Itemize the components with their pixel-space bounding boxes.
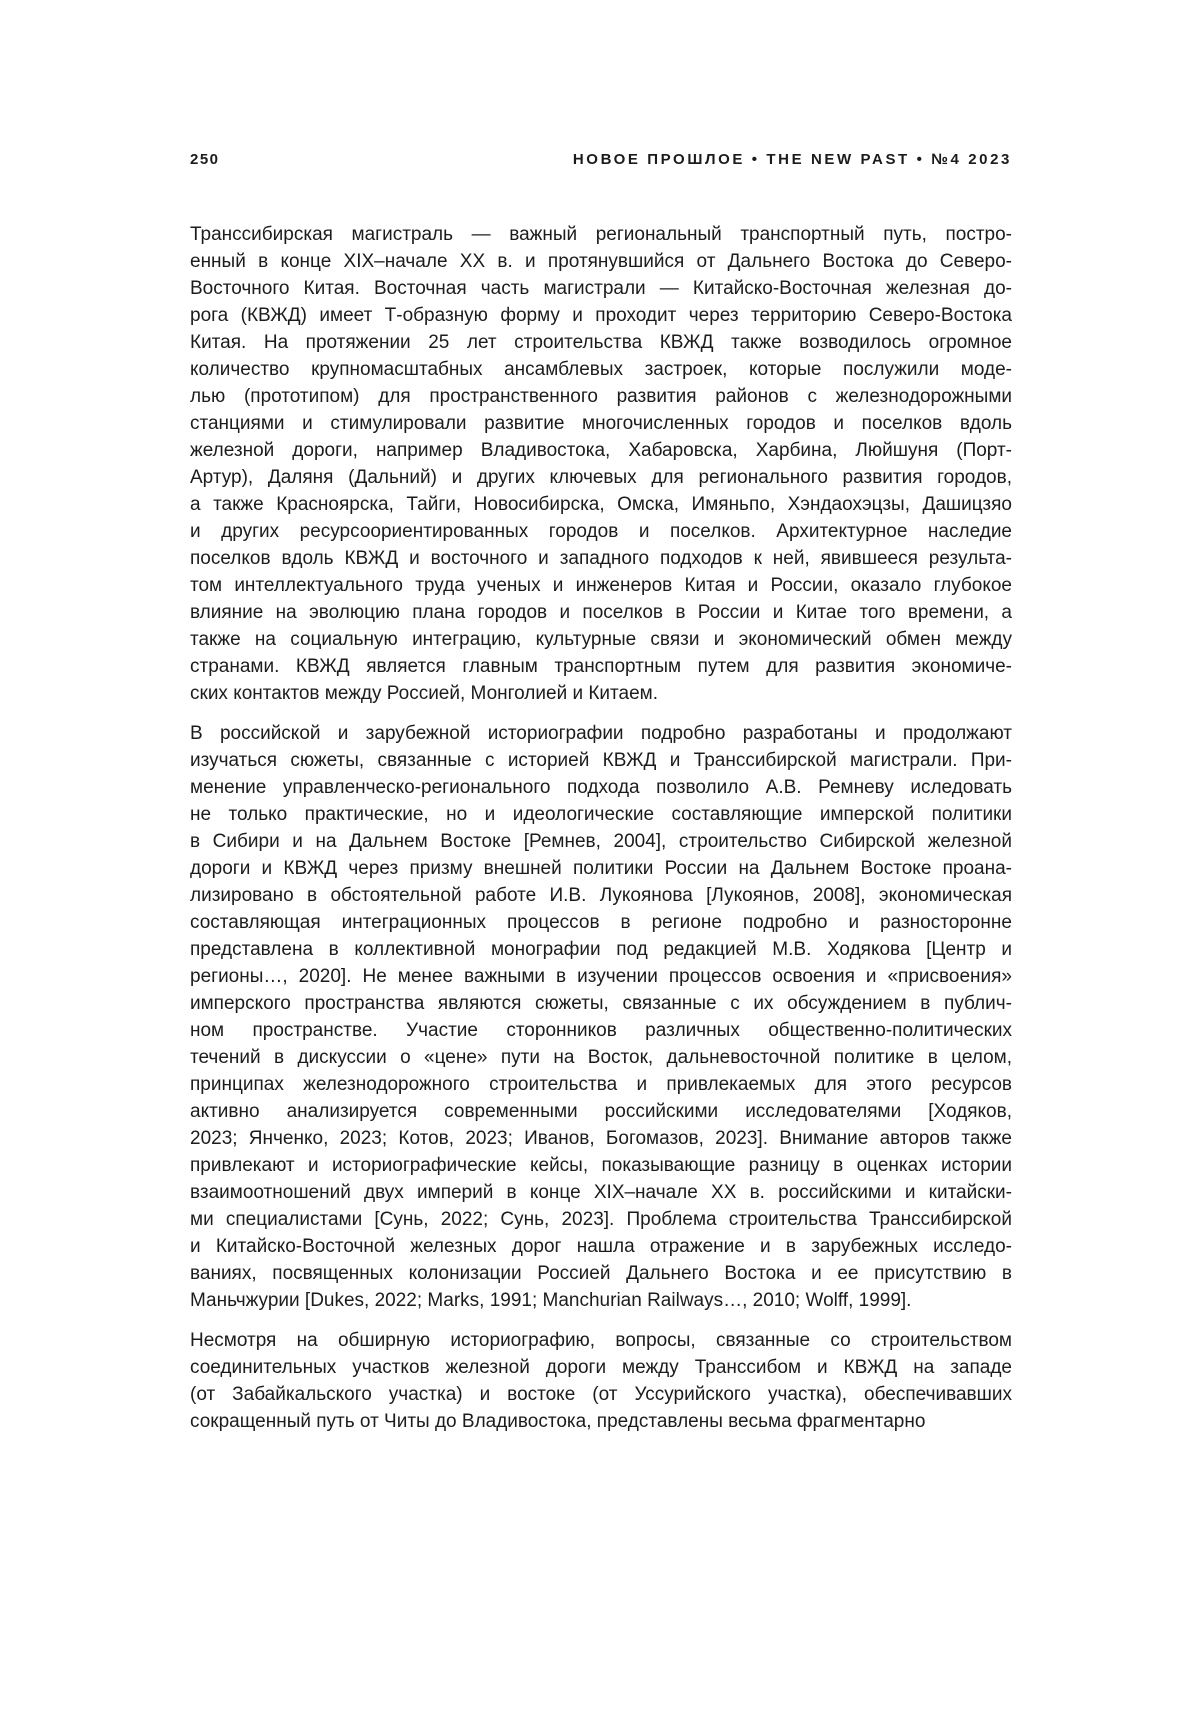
text-line: количество крупномасштабных ансамблевых застроек, которые послужили моде-: [190, 359, 1012, 380]
text-line: (от Забайкальского участка) и востоке (от Уссурийского участка), обеспечивавших: [190, 1384, 1012, 1405]
text-line: также на социальную интеграцию, культурные связи и экономический обмен между: [190, 629, 1012, 650]
text-line: активно анализируется современными российскими исследователями [Ходяков,: [190, 1101, 1012, 1122]
text-line: и Китайско-Восточной железных дорог нашла отражение и в зарубежных исследо-: [190, 1236, 1012, 1257]
text-line: лью (прототипом) для пространственного развития районов с железнодорожными: [190, 386, 1012, 407]
text-line: дороги и КВЖД через призму внешней политики России на Дальнем Востоке проана-: [190, 858, 1012, 879]
text-line: странами. КВЖД является главным транспортным путем для развития экономиче-: [190, 656, 1012, 677]
text-line: регионы…, 2020]. Не менее важными в изучении процессов освоения и «присвоения»: [190, 966, 1012, 987]
paragraph: [190, 720, 1012, 1314]
text-line: Транссибирская магистраль — важный региональный транспортный путь, постро-: [190, 224, 1012, 245]
text-line: Несмотря на обширную историографию, вопросы, связанные со строительством: [190, 1330, 1012, 1351]
text-line: сокращенный путь от Читы до Владивостока, представлены весьма фрагментарно: [190, 1411, 926, 1432]
text-line: енный в конце XIX–начале XX в. и протянувшийся от Дальнего Востока до Северо-: [190, 251, 1012, 272]
text-line: влияние на эволюцию плана городов и поселков в России и Китае того времени, а: [190, 602, 1012, 623]
text-line: рога (КВЖД) имеет Т-образную форму и проходит через территорию Северо-Востока: [190, 305, 1012, 326]
article-body: [190, 221, 1012, 1448]
text-line: поселков вдоль КВЖД и восточного и западного подходов к ней, явившееся результа-: [190, 548, 1012, 569]
text-line: а также Красноярска, Тайги, Новосибирска, Омска, Имяньпо, Хэндаохэцзы, Дашицзяо: [190, 494, 1012, 515]
text-line: привлекают и историографические кейсы, показывающие разницу в оценках истории: [190, 1155, 1012, 1176]
running-title: НОВОЕ ПРОШЛОЕ • THE NEW PAST • №4 2023: [572, 151, 1012, 168]
page-number: 250: [190, 151, 220, 168]
text-line: Артур), Даляня (Дальний) и других ключевых для регионального развития городов,: [190, 467, 1012, 488]
text-line: Китая. На протяжении 25 лет строительства КВЖД также возводилось огромное: [190, 332, 1012, 353]
text-line: ном пространстве. Участие сторонников различных общественно-политических: [190, 1020, 1012, 1041]
text-line: не только практические, но и идеологические составляющие имперской политики: [190, 804, 1012, 825]
text-line: и других ресурсоориентированных городов и поселков. Архитектурное наследие: [190, 521, 1012, 542]
text-line: изучаться сюжеты, связанные с историей КВЖД и Транссибирской магистрали. При-: [190, 750, 1012, 771]
text-line: том интеллектуального труда ученых и инженеров Китая и России, оказало глубокое: [190, 575, 1012, 596]
text-line: взаимоотношений двух империй в конце XIX–начале XX в. российскими и китайски-: [190, 1182, 1012, 1203]
paragraph: [190, 221, 1012, 707]
text-line: соединительных участков железной дороги между Транссибом и КВЖД на западе: [190, 1357, 1012, 1378]
text-line: Маньчжурии [Dukes, 2022; Marks, 1991; Manchurian Railways…, 2010; Wolff, 1999].: [190, 1290, 912, 1311]
text-line: железной дороги, например Владивостока, Хабаровска, Харбина, Люйшуня (Порт-: [190, 440, 1012, 461]
text-line: станциями и стимулировали развитие многочисленных городов и поселков вдоль: [190, 413, 1012, 434]
text-line: имперского пространства являются сюжеты, связанные с их обсуждением в публич-: [190, 993, 1012, 1014]
text-line: ми специалистами [Сунь, 2022; Сунь, 2023]. Проблема строительства Транссибирской: [190, 1209, 1012, 1230]
text-line: в Сибири и на Дальнем Востоке [Ремнев, 2004], строительство Сибирской железной: [190, 831, 1012, 852]
text-line: Восточного Китая. Восточная часть магистрали — Китайско-Восточная железная до-: [190, 278, 1012, 299]
paragraph: [190, 1327, 1012, 1435]
text-line: принципах железнодорожного строительства и привлекаемых для этого ресурсов: [190, 1074, 1012, 1095]
text-line: представлена в коллективной монографии под редакцией М.В. Ходякова [Центр и: [190, 939, 1012, 960]
page-header: [190, 151, 1012, 168]
text-line: ваниях, посвященных колонизации Россией Дальнего Востока и ее присутствию в: [190, 1263, 1012, 1284]
text-line: лизировано в обстоятельной работе И.В. Лукоянова [Лукоянов, 2008], экономическая: [190, 885, 1012, 906]
text-line: менение управленческо-регионального подхода позволило А.В. Ремневу иследовать: [190, 777, 1012, 798]
text-line: ских контактов между Россией, Монголией и Китаем.: [190, 683, 659, 704]
text-line: составляющая интеграционных процессов в регионе подробно и разносторонне: [190, 912, 1012, 933]
text-line: течений в дискуссии о «цене» пути на Восток, дальневосточной политике в целом,: [190, 1047, 1012, 1068]
text-line: 2023; Янченко, 2023; Котов, 2023; Иванов, Богомазов, 2023]. Внимание авторов также: [190, 1128, 1012, 1149]
text-line: В российской и зарубежной историографии подробно разработаны и продолжают: [190, 723, 1012, 744]
